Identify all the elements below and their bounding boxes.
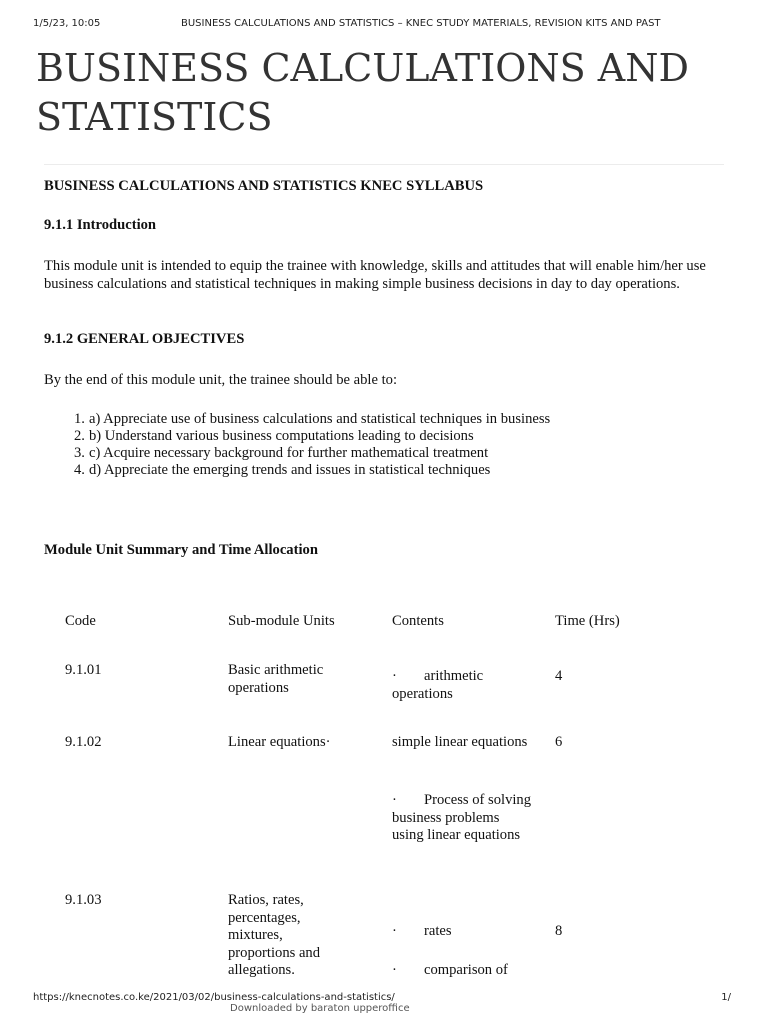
download-note: Downloaded by baraton upperoffice [230, 1003, 410, 1014]
list-item: 4. d) Appreciate the emerging trends and issues in statistical techniques [74, 462, 491, 478]
summary-heading: Module Unit Summary and Time Allocation [44, 542, 318, 558]
table-cell-contents: simple linear equations [392, 734, 528, 750]
syllabus-heading: BUSINESS CALCULATIONS AND STATISTICS KNEC SYLLABUS [44, 178, 484, 194]
page-title-line-1: BUSINESS CALCULATIONS AND [36, 46, 689, 90]
list-item: 1. a) Appreciate use of business calculations and statistical techniques in business [74, 411, 551, 427]
list-item: 2. b) Understand various business computations leading to decisions [74, 428, 474, 444]
table-cell-contents: · comparison of [392, 962, 508, 978]
column-header-code: Code [65, 613, 96, 629]
title-divider [44, 164, 724, 165]
introduction-heading: 9.1.1 Introduction [44, 217, 157, 233]
table-cell-code: 9.1.02 [65, 734, 102, 750]
page-number: 1/ [721, 992, 731, 1003]
column-header-time: Time (Hrs) [555, 613, 620, 629]
table-cell-contents: · rates [392, 923, 452, 939]
column-header-contents: Contents [392, 613, 444, 629]
table-cell-contents: · Process of solving business problems using linear equations [392, 792, 532, 843]
table-cell-contents: · arithmetic operations [392, 668, 484, 702]
table-cell-code: 9.1.03 [65, 892, 102, 908]
objectives-heading: 9.1.2 GENERAL OBJECTIVES [44, 331, 245, 347]
table-cell-unit: Basic arithmetic operations [228, 662, 324, 696]
table-cell-unit: Ratios, rates, percentages, mixtures, proportions and allegations. [228, 892, 321, 978]
page-title-line-2: STATISTICS [36, 95, 273, 139]
table-cell-time: 8 [555, 923, 563, 939]
table-cell-unit: Linear equations· [228, 734, 331, 750]
list-item: 3. c) Acquire necessary background for further mathematical treatment [74, 445, 489, 461]
objectives-list [44, 411, 550, 479]
print-header [33, 18, 735, 32]
print-page-title: BUSINESS CALCULATIONS AND STATISTICS – KNEC STUDY MATERIALS, REVISION KITS AND PAST [181, 18, 661, 29]
page-title [36, 44, 716, 142]
table-cell-time: 6 [555, 734, 563, 750]
table-cell-time: 4 [555, 668, 563, 684]
column-header-units: Sub-module Units [228, 613, 335, 629]
print-url: https://knecnotes.co.ke/2021/03/02/business-calculations-and-statistics/ [33, 992, 395, 1003]
objectives-lead: By the end of this module unit, the trainee should be able to: [44, 372, 398, 388]
table-cell-code: 9.1.01 [65, 662, 102, 678]
introduction-text: This module unit is intended to equip the trainee with knowledge, skills and attitudes that will enable him/her use business calculations and statistical techniques in making simple business decisions in day to day operations. [44, 258, 706, 292]
print-datetime: 1/5/23, 10:05 [33, 18, 101, 29]
